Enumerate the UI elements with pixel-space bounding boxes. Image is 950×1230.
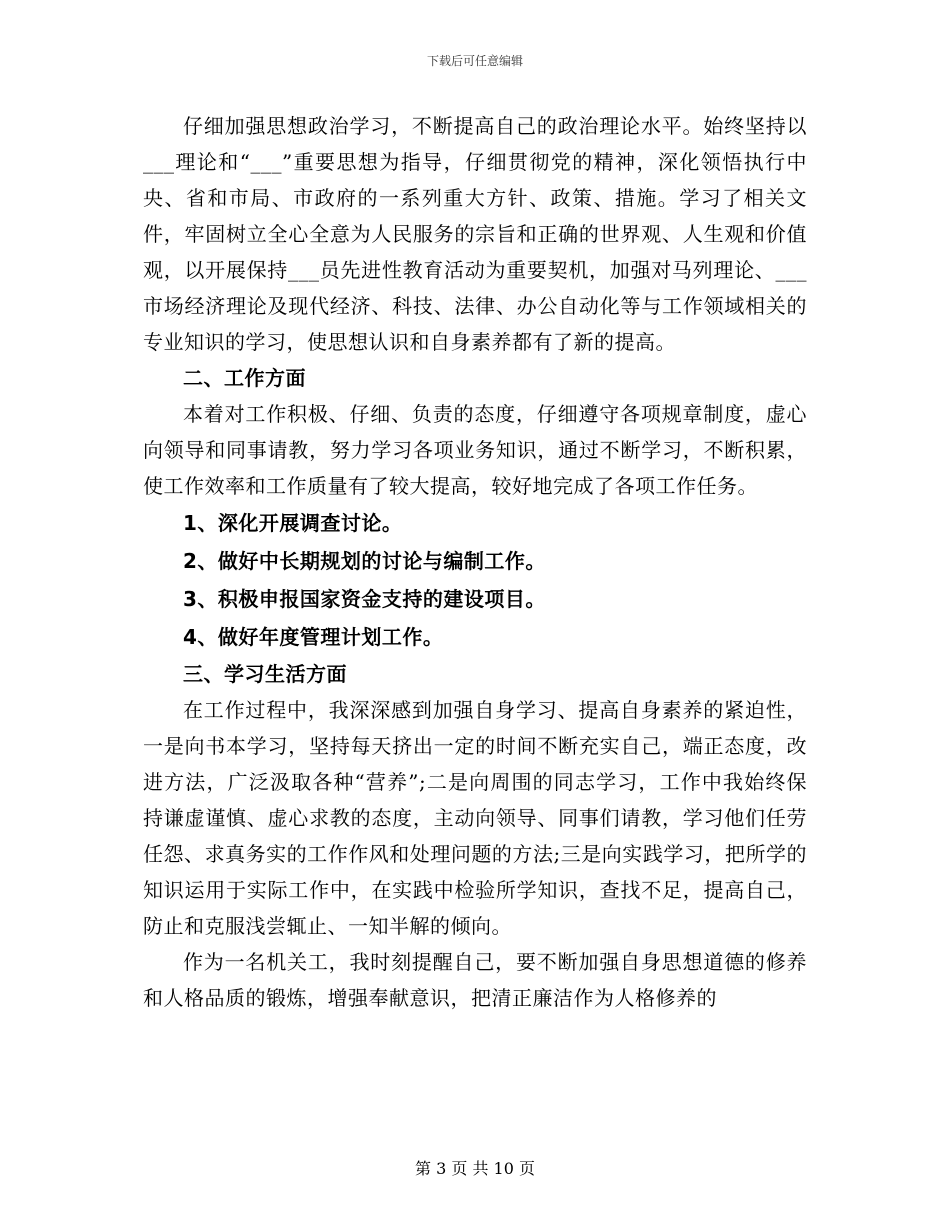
paragraph-political-study: 仔细加强思想政治学习，不断提高自己的政治理论水平。始终坚持以___理论和“___”重要思想为指导，仔细贯彻党的精神，深化领悟执行中央、省和市局、市政府的一系列重大方针、政策、措施。学习了相关文件，牢固树立全心全意为人民服务的宗旨和正确的世界观、人生观和价值观，以开展保持___员先进性教育活动为重要契机，加强对马列理论、___市场经济理论及现代经济、科技、法律、办公自动化等与工作领域相关的专业知识的学习，使思想认识和自身素养都有了新的提高。 <box>143 114 807 354</box>
page-number: 第 3 页 共 10 页 <box>415 1159 535 1178</box>
list-item: 4、做好年度管理计划工作。 <box>183 625 444 649</box>
list-item: 2、做好中长期规划的讨论与编制工作。 <box>183 549 546 573</box>
paragraph-self-cultivation: 作为一名机关工，我时刻提醒自己，要不断加强自身思想道德的修养和人格品质的锻炼，增强奉献意识，把清正廉洁作为人格修养的 <box>143 950 807 1010</box>
document-body <box>143 108 807 1016</box>
list-item: 3、积极申报国家资金支持的建设项目。 <box>183 587 546 611</box>
paragraph-work-attitude: 本着对工作积极、仔细、负责的态度，仔细遵守各项规章制度，虚心向领导和同事请教，努力学习各项业务知识，通过不断学习，不断积累，使工作效率和工作质量有了较大提高，较好地完成了各项工作任务。 <box>143 402 807 498</box>
section-heading-work: 二、工作方面 <box>183 366 306 390</box>
list-item: 1、深化开展调查讨论。 <box>183 511 403 535</box>
section-heading-study-life: 三、学习生活方面 <box>183 662 347 686</box>
paragraph-learning-process: 在工作过程中，我深深感到加强自身学习、提高自身素养的紧迫性，一是向书本学习，坚持每天挤出一定的时间不断充实自己，端正态度，改进方法，广泛汲取各种“营养”;二是向周围的同志学习，工作中我始终保持谦虚谨慎、虚心求教的态度，主动向领导、同事们请教，学习他们任劳任怨、求真务实的工作作风和处理问题的方法;三是向实践学习，把所学的知识运用于实际工作中，在实践中检验所学知识，查找不足，提高自己，防止和克服浅尝辄止、一知半解的倾向。 <box>143 698 807 938</box>
page-header-note: 下载后可任意编辑 <box>426 54 523 68</box>
